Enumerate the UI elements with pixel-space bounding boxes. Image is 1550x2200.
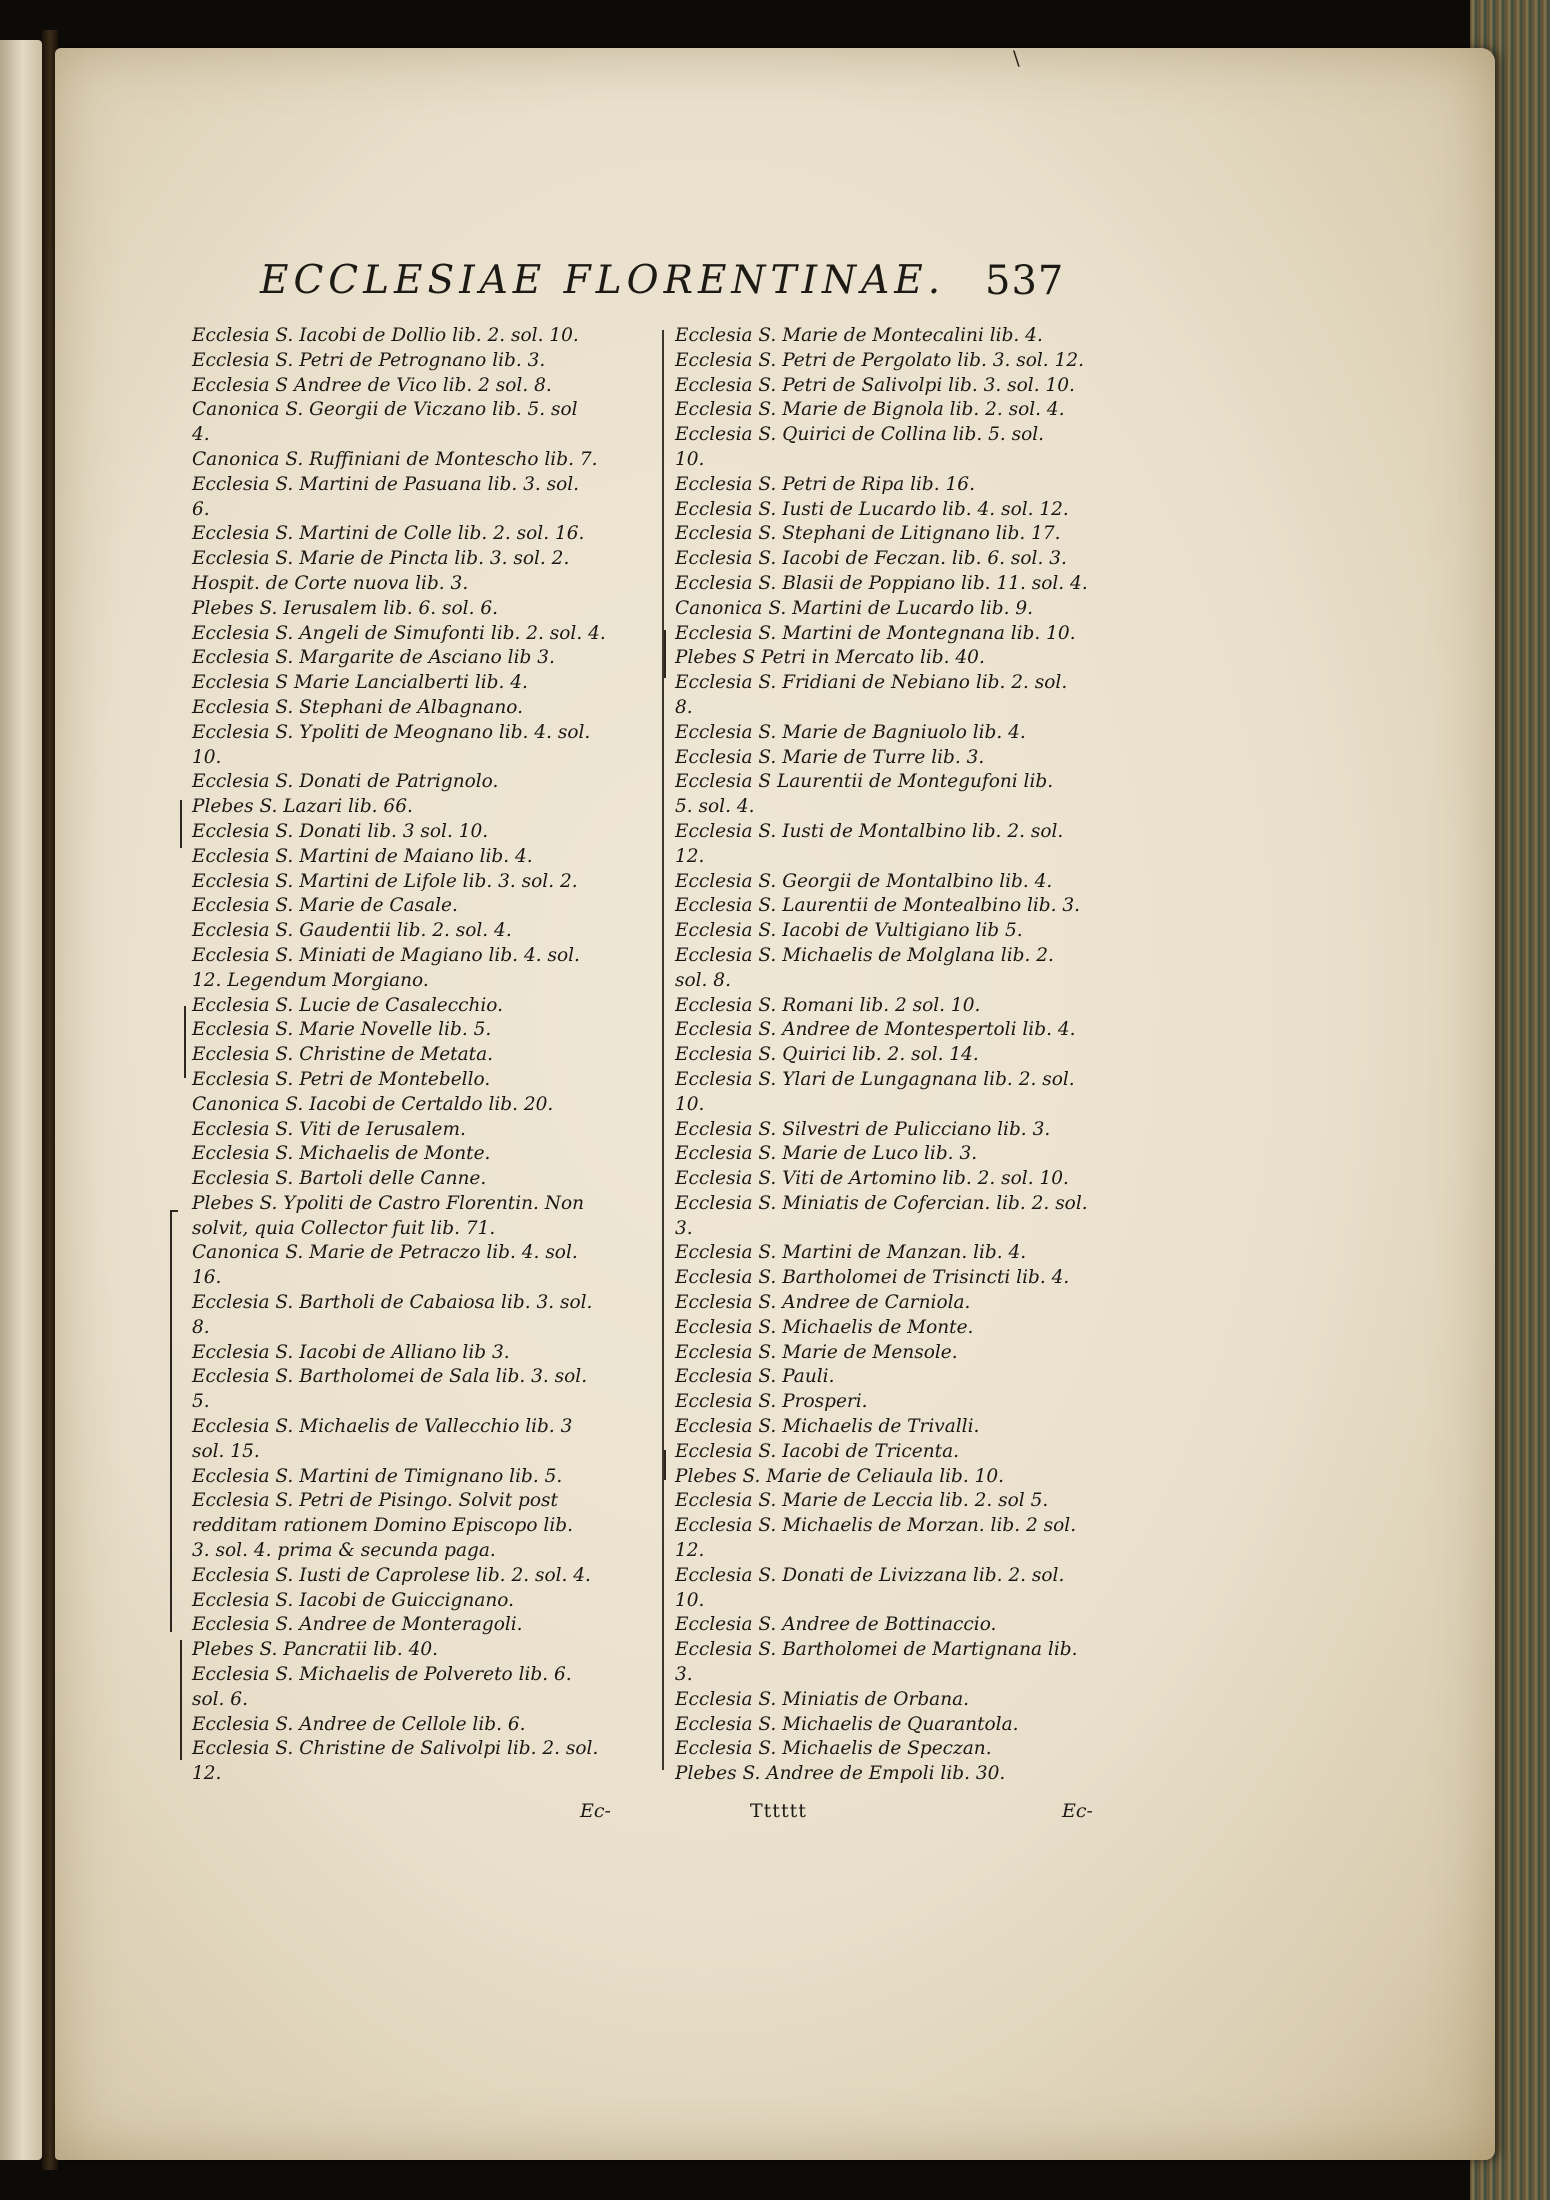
- register-entry-line: Ecclesia S. Ypoliti de Meognano lib. 4. sol.: [192, 721, 591, 743]
- column-divider: [662, 330, 664, 1770]
- catchword-right: Ec-: [1062, 1800, 1093, 1822]
- page-header: [260, 254, 1065, 314]
- register-entry-line: Ecclesia S. Iacobi de Vultigiano lib 5.: [675, 920, 1023, 942]
- margin-bracket: [664, 1450, 672, 1480]
- register-entry-line: Canonica S. Martini de Lucardo lib. 9.: [675, 597, 1034, 619]
- register-entry-line: 4.: [192, 424, 210, 446]
- margin-bracket: [180, 800, 188, 848]
- register-entry-line: Ecclesia S. Bartoli delle Canne.: [192, 1168, 487, 1190]
- register-entry-line: 3.: [675, 1664, 693, 1686]
- register-entry-line: Ecclesia S. Michaelis de Vallecchio lib. 3: [192, 1416, 573, 1438]
- register-entry-line: Ecclesia S. Iacobi de Alliano lib 3.: [192, 1341, 510, 1363]
- register-entry-line: sol. 6.: [192, 1688, 248, 1710]
- margin-bracket: [180, 1640, 188, 1760]
- register-entry-line: 12.: [192, 1763, 222, 1785]
- page-number: 537: [985, 258, 1065, 304]
- register-entry-line: 10.: [192, 746, 222, 768]
- register-entry-line: Ecclesia S. Margarite de Asciano lib 3.: [192, 647, 555, 669]
- register-entry-line: Ecclesia S. Quirici lib. 2. sol. 14.: [675, 1044, 979, 1066]
- register-entry-line: 12.: [675, 845, 705, 867]
- register-entry-line: Hospit. de Corte nuova lib. 3.: [192, 572, 469, 594]
- register-entry-line: Ecclesia S. Gaudentii lib. 2. sol. 4.: [192, 920, 512, 942]
- register-entry-line: Ecclesia S. Marie de Turre lib. 3.: [675, 746, 985, 768]
- register-entry-line: Ecclesia S. Fridiani de Nebiano lib. 2. sol.: [675, 672, 1068, 694]
- register-entry-line: Plebes S. Andree de Empoli lib. 30.: [675, 1763, 1006, 1785]
- register-entry-line: Ecclesia S. Marie de Luco lib. 3.: [675, 1143, 978, 1165]
- left-column: [192, 324, 652, 1787]
- register-entry-line: Ecclesia S. Christine de Salivolpi lib. 2. sol.: [192, 1738, 599, 1760]
- register-entry-line: Ecclesia S. Bartholi de Cabaiosa lib. 3. sol.: [192, 1292, 593, 1314]
- register-entry-line: Ecclesia S. Lucie de Casalecchio.: [192, 994, 503, 1016]
- running-title: ECCLESIAE FLORENTINAE.: [260, 258, 946, 303]
- register-entry-line: Ecclesia S. Viti de Ierusalem.: [192, 1118, 466, 1140]
- register-entry-line: Ecclesia S Laurentii de Montegufoni lib.: [675, 771, 1054, 793]
- register-entry-line: Ecclesia S. Michaelis de Monte.: [675, 1316, 974, 1338]
- register-entry-line: Canonica S. Marie de Petraczo lib. 4. sol.: [192, 1242, 578, 1264]
- register-entry-line: 3.: [675, 1217, 693, 1239]
- margin-mark: \: [1013, 46, 1022, 70]
- register-entry-line: 5. sol. 4.: [675, 796, 755, 818]
- register-entry-line: Ecclesia S. Iacobi de Guiccignano.: [192, 1589, 514, 1611]
- register-entry-line: Ecclesia S. Iusti de Caprolese lib. 2. sol. 4.: [192, 1564, 591, 1586]
- register-entry-line: Ecclesia S. Silvestri de Pulicciano lib. 3.: [675, 1118, 1051, 1140]
- register-entry-line: Ecclesia S. Martini de Lifole lib. 3. sol. 2.: [192, 870, 578, 892]
- register-entry-line: Ecclesia S. Stephani de Litignano lib. 17.: [675, 523, 1061, 545]
- register-entry-line: 10.: [675, 448, 705, 470]
- register-entry-line: Ecclesia S. Marie de Bignola lib. 2. sol. 4.: [675, 399, 1065, 421]
- register-entry-line: Ecclesia S. Christine de Metata.: [192, 1044, 493, 1066]
- register-entry-line: Ecclesia S. Michaelis de Molglana lib. 2.: [675, 944, 1054, 966]
- register-entry-line: 8.: [675, 696, 693, 718]
- right-column: [675, 324, 1135, 1787]
- register-entry-line: Ecclesia S. Petri de Salivolpi lib. 3. sol. 10.: [675, 374, 1075, 396]
- register-entry-line: Ecclesia S. Michaelis de Speczan.: [675, 1738, 992, 1760]
- register-entry-line: Ecclesia S. Romani lib. 2 sol. 10.: [675, 994, 981, 1016]
- register-entry-line: Ecclesia S. Martini de Timignano lib. 5.: [192, 1465, 563, 1487]
- register-entry-line: 12.: [675, 1540, 705, 1562]
- register-entry-line: redditam rationem Domino Episcopo lib.: [192, 1515, 573, 1537]
- register-entry-line: Ecclesia S. Petri de Petrognano lib. 3.: [192, 349, 546, 371]
- register-entry-line: Ecclesia S. Marie de Montecalini lib. 4.: [675, 325, 1043, 346]
- register-entry-line: Ecclesia S. Petri de Pisingo. Solvit post: [192, 1490, 558, 1512]
- register-entry-line: 10.: [675, 1589, 705, 1611]
- register-entry-line: Ecclesia S. Andree de Montespertoli lib. 4.: [675, 1019, 1076, 1041]
- register-entry-line: 16.: [192, 1267, 222, 1289]
- register-entry-line: Plebes S. Ierusalem lib. 6. sol. 6.: [192, 597, 499, 619]
- margin-bracket: [664, 630, 672, 678]
- register-entry-line: Plebes S. Lazari lib. 66.: [192, 796, 413, 818]
- register-entry-line: Canonica S. Iacobi de Certaldo lib. 20.: [192, 1093, 554, 1115]
- register-entry-line: Ecclesia S. Bartholomei de Sala lib. 3. sol.: [192, 1366, 588, 1388]
- register-entry-line: Ecclesia S Andree de Vico lib. 2 sol. 8.: [192, 374, 552, 396]
- register-entry-line: Ecclesia S. Marie de Leccia lib. 2. sol 5.: [675, 1490, 1049, 1512]
- register-entry-line: Ecclesia S. Michaelis de Polvereto lib. 6.: [192, 1664, 572, 1686]
- register-entry-line: Ecclesia S. Bartholomei de Trisincti lib. 4.: [675, 1267, 1070, 1289]
- register-entry-line: sol. 15.: [192, 1440, 260, 1462]
- register-entry-line: Ecclesia S. Marie de Bagniuolo lib. 4.: [675, 721, 1026, 743]
- register-entry-line: sol. 8.: [675, 969, 731, 991]
- register-entry-line: Ecclesia S. Iacobi de Feczan. lib. 6. sol. 3.: [675, 548, 1067, 570]
- register-entry-line: Ecclesia S. Donati lib. 3 sol. 10.: [192, 820, 489, 842]
- register-entry-line: Ecclesia S. Iacobi de Dollio lib. 2. sol. 10.: [192, 325, 579, 346]
- register-entry-line: Ecclesia S. Laurentii de Montealbino lib. 3.: [675, 895, 1081, 917]
- register-entry-line: 6.: [192, 498, 210, 520]
- register-entry-line: Ecclesia S. Andree de Carniola.: [675, 1292, 971, 1314]
- register-entry-line: Ecclesia S. Pauli.: [675, 1366, 835, 1388]
- register-entry-line: Ecclesia S Marie Lancialberti lib. 4.: [192, 672, 528, 694]
- register-entry-line: Ecclesia S. Angeli de Simufonti lib. 2. sol. 4.: [192, 622, 606, 644]
- register-entry-line: Ecclesia S. Quirici de Collina lib. 5. sol.: [675, 424, 1045, 446]
- register-entry-line: Ecclesia S. Martini de Montegnana lib. 10.: [675, 622, 1076, 644]
- register-entry-line: Ecclesia S. Marie de Pincta lib. 3. sol. 2.: [192, 548, 570, 570]
- register-entry-line: Ecclesia S. Donati de Patrignolo.: [192, 771, 499, 793]
- register-entry-line: Ecclesia S. Martini de Colle lib. 2. sol. 16.: [192, 523, 585, 545]
- register-entry-line: 12. Legendum Morgiano.: [192, 969, 429, 991]
- register-entry-line: 5.: [192, 1391, 210, 1413]
- register-entry-line: Ecclesia S. Donati de Livizzana lib. 2. sol.: [675, 1564, 1065, 1586]
- register-entry-line: Ecclesia S. Marie de Casale.: [192, 895, 458, 917]
- register-entry-line: Ecclesia S. Iusti de Montalbino lib. 2. sol.: [675, 820, 1064, 842]
- register-entry-line: Ecclesia S. Martini de Manzan. lib. 4.: [675, 1242, 1027, 1264]
- register-entry-line: Ecclesia S. Iacobi de Tricenta.: [675, 1440, 960, 1462]
- register-entry-line: Plebes S. Marie de Celiaula lib. 10.: [675, 1465, 1005, 1487]
- register-entry-line: 3. sol. 4. prima & secunda paga.: [192, 1540, 496, 1562]
- register-entry-line: Ecclesia S. Martini de Maiano lib. 4.: [192, 845, 533, 867]
- register-entry-line: Ecclesia S. Marie de Mensole.: [675, 1341, 958, 1363]
- register-entry-line: 8.: [192, 1316, 210, 1338]
- register-entry-line: Ecclesia S. Petri de Montebello.: [192, 1068, 491, 1090]
- register-entry-line: Ecclesia S. Andree de Cellole lib. 6.: [192, 1713, 526, 1735]
- catchword-left: Ec-: [580, 1800, 611, 1822]
- register-entry-line: Ecclesia S. Viti de Artomino lib. 2. sol. 10.: [675, 1168, 1069, 1190]
- register-entry-line: Ecclesia S. Stephani de Albagnano.: [192, 696, 523, 718]
- register-entry-line: Ecclesia S. Petri de Ripa lib. 16.: [675, 473, 975, 495]
- register-entry-line: Canonica S. Georgii de Viczano lib. 5. sol: [192, 399, 578, 421]
- register-entry-line: Ecclesia S. Ylari de Lungagnana lib. 2. sol.: [675, 1068, 1075, 1090]
- register-entry-line: Ecclesia S. Michaelis de Monte.: [192, 1143, 491, 1165]
- register-entry-line: Ecclesia S. Miniati de Magiano lib. 4. sol.: [192, 944, 580, 966]
- register-entry-line: Plebes S. Pancratii lib. 40.: [192, 1639, 439, 1661]
- register-entry-line: solvit, quia Collector fuit lib. 71.: [192, 1217, 496, 1239]
- register-entry-line: Ecclesia S. Michaelis de Morzan. lib. 2 sol.: [675, 1515, 1077, 1537]
- margin-bracket: [184, 1006, 192, 1078]
- register-entry-line: Ecclesia S. Miniatis de Cofercian. lib. 2. sol.: [675, 1192, 1088, 1214]
- facing-page-edge: [0, 40, 42, 2160]
- register-entry-line: Ecclesia S. Prosperi.: [675, 1391, 868, 1413]
- register-entry-line: Ecclesia S. Marie Novelle lib. 5.: [192, 1019, 492, 1041]
- register-entry-line: Ecclesia S. Blasii de Poppiano lib. 11. sol. 4.: [675, 572, 1088, 594]
- register-entry-line: Ecclesia S. Petri de Pergolato lib. 3. sol. 12.: [675, 349, 1084, 371]
- register-entry-line: Ecclesia S. Georgii de Montalbino lib. 4.: [675, 870, 1053, 892]
- register-entry-line: Ecclesia S. Andree de Monteragoli.: [192, 1614, 523, 1636]
- register-entry-line: Ecclesia S. Michaelis de Trivalli.: [675, 1416, 980, 1438]
- signature-mark: Tttttt: [750, 1800, 807, 1822]
- register-entry-line: Ecclesia S. Miniatis de Orbana.: [675, 1688, 970, 1710]
- register-entry-line: Plebes S Petri in Mercato lib. 40.: [675, 647, 985, 669]
- register-entry-line: Canonica S. Ruffiniani de Montescho lib. 7.: [192, 448, 598, 470]
- register-entry-line: 10.: [675, 1093, 705, 1115]
- margin-bracket: [170, 1210, 178, 1632]
- register-entry-line: Ecclesia S. Andree de Bottinaccio.: [675, 1614, 997, 1636]
- register-entry-line: Ecclesia S. Iusti de Lucardo lib. 4. sol. 12.: [675, 498, 1069, 520]
- register-entry-line: Ecclesia S. Martini de Pasuana lib. 3. sol.: [192, 473, 580, 495]
- register-entry-line: Plebes S. Ypoliti de Castro Florentin. Non: [192, 1192, 585, 1214]
- register-entry-line: Ecclesia S. Michaelis de Quarantola.: [675, 1713, 1019, 1735]
- register-entry-line: Ecclesia S. Bartholomei de Martignana lib.: [675, 1639, 1078, 1661]
